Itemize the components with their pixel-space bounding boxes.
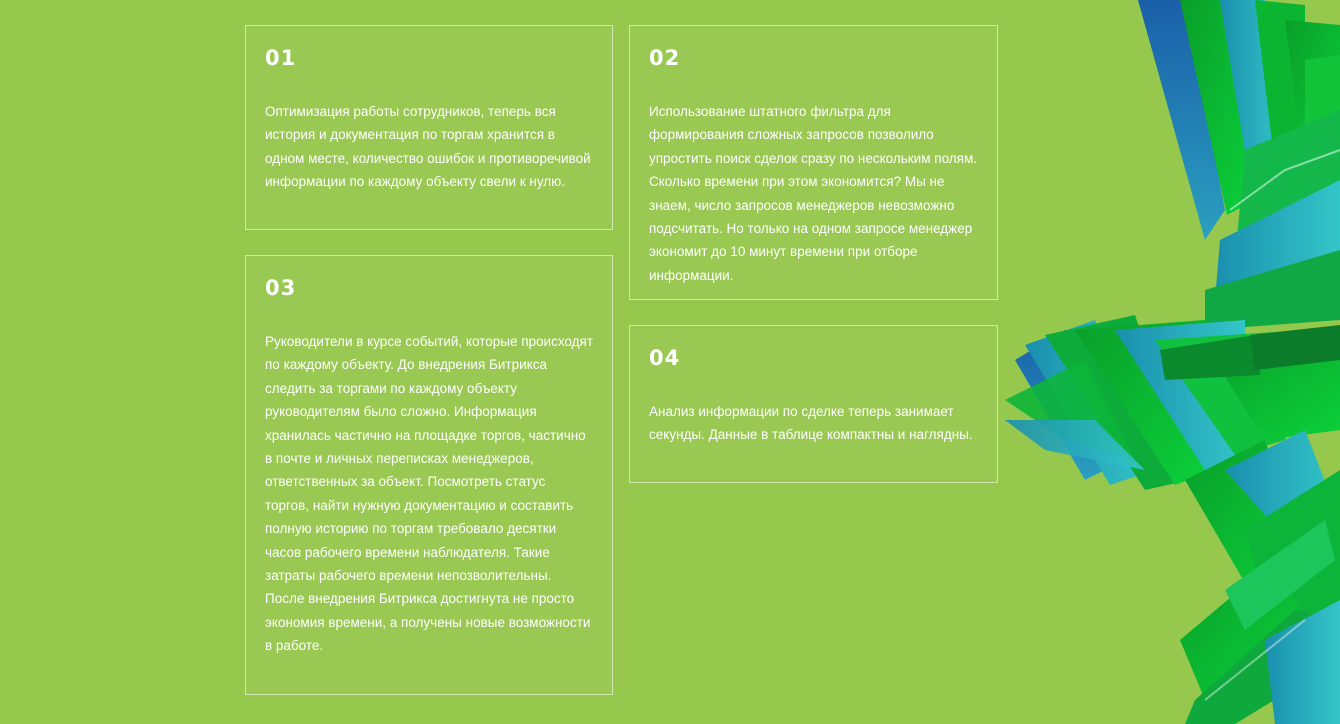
- card-number: 02: [649, 46, 681, 70]
- card-number: 01: [265, 46, 297, 70]
- card-text: Оптимизация работы сотрудников, теперь вся история и документация по торгам хранится в одном месте, количество ошибок и противоречивой информации по каждому объекту свели к нулю.: [265, 104, 591, 190]
- card-number: 04: [649, 346, 681, 370]
- card-number: 03: [265, 276, 297, 300]
- green-twisted-ribbon-icon: [1005, 0, 1340, 724]
- card-text: Руководители в курсе событий, которые происходят по каждому объекту. До внедрения Битрикса следить за торгами по каждому объекту руководителям было сложно. Информация хранилась частично на площадке торгов, частично в почте и личных переписках менеджеров, ответственных за объект. Посмотреть статус торгов, найти нужную документацию и составить полную историю по торгам требовало десятки часов рабочего времени наблюдателя. Такие затраты рабочего времени непозволительны. После внедрения Битрикса достигнута не просто экономия времени, а получены новые возможности в работе.: [265, 334, 594, 654]
- card-text: Анализ информации по сделке теперь занимает секунды. Данные в таблице компактны и наглядны.: [649, 404, 973, 443]
- feature-card-01: [245, 25, 613, 230]
- feature-card-03: [245, 255, 613, 695]
- feature-card-02: [629, 25, 998, 300]
- feature-card-04: [629, 325, 998, 483]
- card-text: Использование штатного фильтра для формирования сложных запросов позволило упростить поиск сделок сразу по нескольким полям. Сколько времени при этом экономится? Мы не знаем, число запросов менеджеров невозможно подсчитать. Но только на одном запросе менеджер экономит до 10 минут времени при отборе информации.: [649, 104, 978, 283]
